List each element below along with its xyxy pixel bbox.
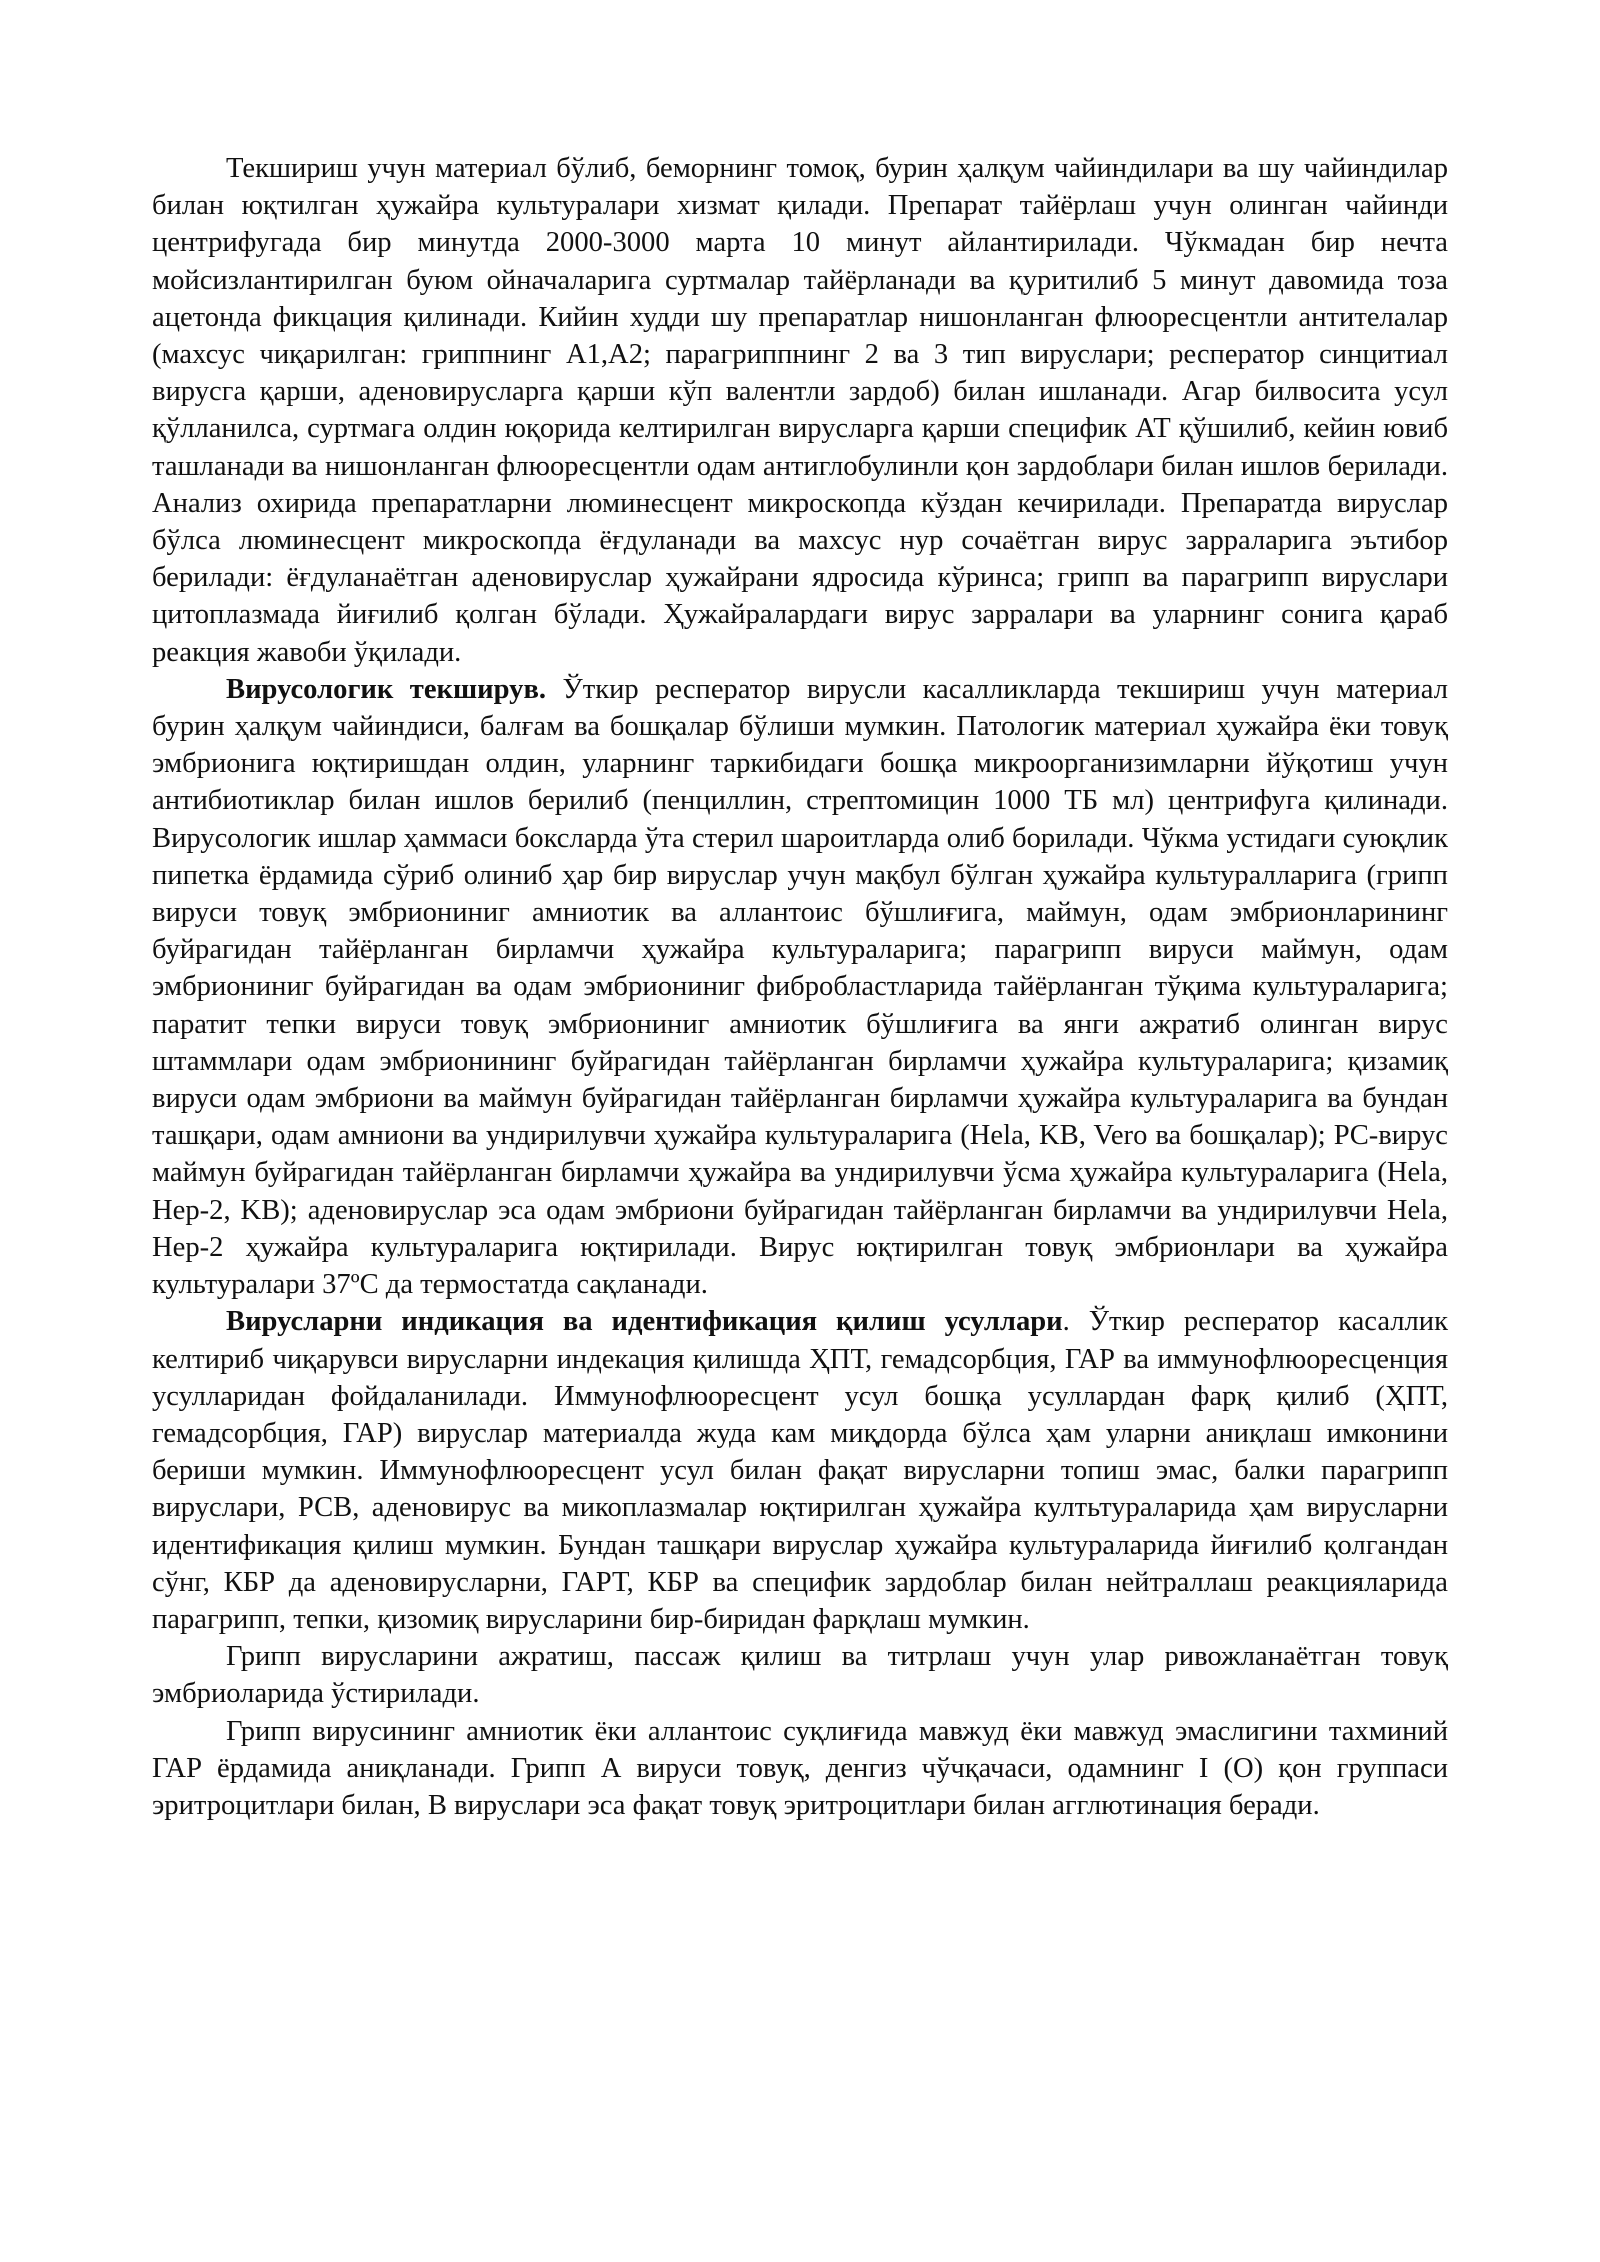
paragraph-text: Текшириш учун материал бўлиб, беморнинг томоқ, бурин ҳалқум чайиндилари ва шу чайиндилар билан юқтилган ҳужайра культуралари хизмат қилади. Препарат тайёрлаш учун олинган чайинди центрифугада бир минутда 2000-3000 марта 10 минут айлантирилади. Чўкмадан бир нечта мойсизлантирилган буюм ойначаларига суртмалар тайёрланади ва қуритилиб 5 минут давомида тоза ацетонда фикцация қилинади. Кийин худди шу препаратлар нишонланган флюоресцентли антителалар (махсус чиқарилган: гриппнинг А1,А2; парагриппнинг 2 ва 3 тип вируслари; респератор синцитиал вирусга қарши, аденовирусларга қарши кўп валентли зардоб) билан ишланади. Агар билвосита усул қўлланилса, суртмага олдин юқорида келтирилган вирусларга қарши специфик АТ қўшилиб, кейин ювиб ташланади ва нишонланган флюоресцентли одам антиглобулинли қон зардоблари билан ишлов берилади. Анализ охирида препаратларни люминесцент микроскопда кўздан кечирилади. Препаратда вируслар бўлса люминесцент микроскопда ёғдуланади ва махсус нур сочаётган вирус зарраларига эътибор берилади: ёғдуланаётган аденовируслар ҳужайрани ядросида кўринса; грипп ва парагрипп вируслари цитоплазмада йиғилиб қолган бўлади. Ҳужайралардаги вирус зарралари ва уларнинг сонига қараб реакция жавоби ўқилади. — [152, 153, 1448, 668]
section-heading: Вирусларни индикация ва идентификация қилиш усуллари — [226, 1306, 1063, 1338]
paragraph-text: Грипп вирусларини ажратиш, пассаж қилиш ва титрлаш учун улар ривожланаётган товуқ эмбриоларида ўстирилади. — [152, 1641, 1448, 1710]
paragraph-influenza-detection — [152, 1713, 1448, 1825]
paragraph-virus-indication — [152, 1303, 1448, 1638]
paragraph-text: . Ўткир респератор касаллик келтириб чиқарувси вирусларни индекация қилишда ҲПТ, гемадсорбция, ГАР ва иммунофлюоресценция усулларидан фойдаланилади. Иммунофлюоресцент усул бошқа усуллардан фарқ қилиб (ҲПТ, гемадсорбция, ГАР) вируслар материалда жуда кам миқдорда бўлса ҳам уларни аниқлаш имконини бериши мумкин. Иммунофлюоресцент усул билан фақат вирусларни топиш эмас, балки парагрипп вируслари, РСВ, аденовирус ва микоплазмалар юқтирилган ҳужайра култьтураларида ҳам вирусларни идентификация қилиш мумкин. Бундан ташқари вируслар ҳужайра культураларида йиғилиб қолгандан сўнг, КБР да аденовирусларни, ГАРТ, КБР ва специфик зардоблар билан нейтраллаш реакцияларида парагрипп, тепки, қизомиқ вирусларини бир-биридан фарқлаш мумкин. — [152, 1306, 1448, 1635]
paragraph-intro — [152, 150, 1448, 671]
section-heading: Вирусологик текширув. — [226, 673, 547, 705]
document-page — [152, 150, 1448, 1824]
paragraph-text: Ўткир респератор вирусли касалликларда текшириш учун материал бурин ҳалқум чайиндиси, балғам ва бошқалар бўлиши мумкин. Патологик материал ҳужайра ёки товуқ эмбрионига юқтиришдан олдин, уларнинг таркибидаги бошқа микроорганизимларни йўқотиш учун антибиотиклар билан ишлов берилиб (пенциллин, стрептомицин 1000 ТБ мл) центрифуга қилинади. Вирусологик ишлар ҳаммаси боксларда ўта стерил шароитларда олиб борилади. Чўкма устидаги суюқлик пипетка ёрдамида сўриб олиниб ҳар бир вируслар учун мақбул бўлган ҳужайра культуралларига (грипп вируси товуқ эмбриониниг амниотик ва аллантоис бўшлиғига, маймун, одам эмбрионларининг буйрагидан тайёрланган бирламчи ҳужайра культураларига; парагрипп вируси маймун, одам эмбриониниг буйрагидан ва одам эмбриониниг фибробластларида тайёрланган тўқима культураларига; паратит тепки вируси товуқ эмбриониниг амниотик бўшлиғига ва янги ажратиб олинган вирус штаммлари одам эмбрионининг буйрагидан тайёрланган бирламчи ҳужайра культураларига; қизамиқ вируси одам эмбриони ва маймун буйрагидан тайёрланган бирламчи ҳужайра культураларига ва бундан ташқари, одам амниони ва ундирилувчи ҳужайра культураларига (Hela, KB, Vero ва бошқалар); PC-вирус маймун буйрагидан тайёрланган бирламчи ҳужайра ва ундирилувчи ўсма ҳужайра культураларига (Hela, Hep-2, KB); аденовируслар эса одам эмбриони буйрагидан тайёрланган бирламчи ва ундирилувчи Hela, Hep-2 ҳужайра культураларига юқтирилади. Вирус юқтирилган товуқ эмбрионлари ва ҳужайра культуралари 37ºС да термостатда сақланади. — [152, 673, 1448, 1301]
paragraph-virological-testing — [152, 671, 1448, 1303]
paragraph-influenza-isolation — [152, 1638, 1448, 1712]
paragraph-text: Грипп вирусининг амниотик ёки аллантоис суқлиғида мавжуд ёки мавжуд эмаслигини тахминий ГАР ёрдамида аниқланади. Грипп А вируси товуқ, денгиз чўчқачаси, одамнинг I (O) қон группаси эритроцитлари билан, В вируслари эса фақат товуқ эритроцитлари билан агглютинация беради. — [152, 1715, 1448, 1821]
